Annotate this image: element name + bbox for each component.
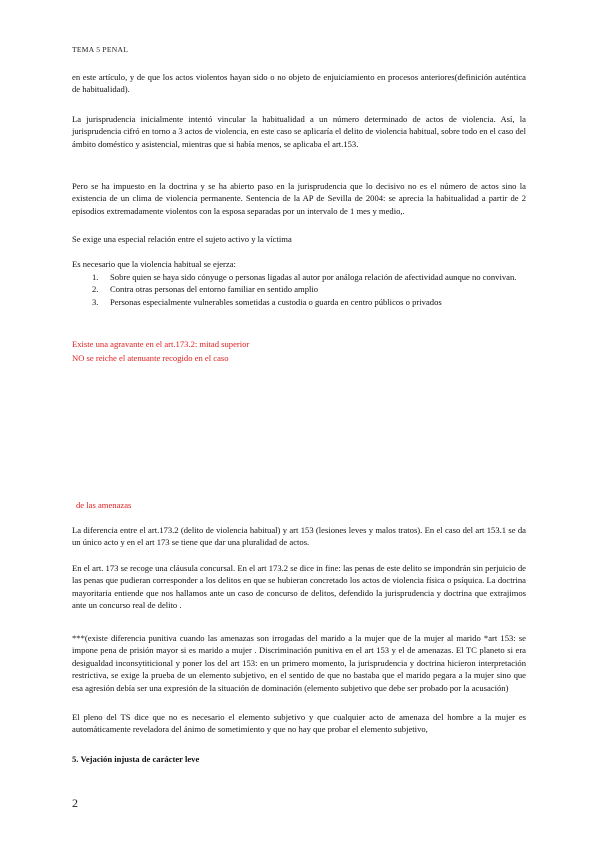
paragraph-jurisprudence-initial: La jurisprudencia inicialmente intentó vincular la habitualidad a un número determinado de actos de violencia. Así, la jurisprudencia cifró en torno a 3 actos de violencia, en este caso se aplicaría el delito de violencia habitual, sobre todo en el caso del ámbito doméstico y asistencial, mientras que si había menos, se aplicaba el art.153.: [72, 114, 526, 149]
paragraph-clausula-concursal: En el art. 173 se recoge una cláusula concursal. En el art 173.2 se dice in fine: las penas de este delito se impondrán sin perjuicio de las penas que pudieran corresponder a los delitos en que se hubieran concretado los actos de violencia física o psíquica. La doctrina mayoritaria entiende que nos hallamos ante un caso de concurso de delitos, defendido la jurisprudencia y doctrina que extrajimos ante un concurso real de delito .: [72, 563, 526, 611]
page-header: TEMA 5 PENAL: [72, 45, 129, 54]
paragraph-diferencia-173-153: La diferencia entre el art.173.2 (delito de violencia habitual) y art 153 (lesiones leves y malos tratos). En el caso del art 153.1 se da un único acto y en el art 173 se tiene que dar una pluralidad de actos.: [72, 525, 526, 548]
page-number: 2: [72, 796, 78, 810]
victims-list: [72, 271, 526, 308]
paragraph-list-intro: Es necesario que la violencia habitual se ejerza:: [72, 259, 236, 269]
paragraph-diferencia-punitiva: ***(existe diferencia punitiva cuando las amenazas son irrogadas del marido a la mujer que de la mujer al marido *art 153: se impone pena de prisión mayor si es marido a mujer . Discriminación punitiva en el art 153 y el de amenazas. El TC planeto si era desigualdad inconsytiticional y poner los del art 153: en un primero momento, la jurisprudencia y doctrina hicieron interpretación restrictiva, se exige la prueba de un elemento subjetivo, en el sentido de que no bastaba que el marido pegara a la mujer sino que esa agresión debía ser una expresión de la situación de dominación (elemento subjetivo que debe ser probado por la acusación): [72, 633, 526, 693]
list-item: 2. Contra otras personas del entorno familiar en sentido amplio: [92, 284, 319, 295]
list-item: 3. Personas especialmente vulnerables sometidas a custodia o guarda en centro públicos o privados: [92, 296, 442, 307]
section-heading-vejacion: 5. Vejación injusta de carácter leve: [72, 754, 200, 764]
paragraph-clima-violencia: Pero se ha impuesto en la doctrina y se ha abierto paso en la jurisprudencia que lo decisivo no es el número de actos sino la existencia de un clima de violencia permanente. Sentencia de la AP de Sevilla de 2004: se aprecia la habitualidad a partir de 2 episodios extremadamente violentos con la esposa separadas por un intervalo de 1 mes y medio,.: [72, 181, 526, 216]
paragraph-pleno-ts: El pleno del TS dice que no es necesario el elemento subjetivo y que cualquier acto de amenaza del hombre a la mujer es automáticamente reveladora del ánimo de sometimiento y que no hay que probar el elemento subjetivo,: [72, 712, 526, 735]
red-note-atenuante: NO se reiche el atenuante recogido en el caso: [72, 353, 229, 363]
paragraph-relacion-sujeto: Se exige una especial relación entre el sujeto activo y la víctima: [72, 234, 292, 244]
paragraph-habitualidad-definition: en este artículo, y de que los actos violentos hayan sido o no objeto de enjuiciamiento en procesos anteriores(definición auténtica de habitualidad).: [72, 72, 526, 95]
red-note-agravante: Existe una agravante en el art.173.2: mitad superior: [72, 339, 250, 349]
red-note-amenazas: de las amenazas: [76, 500, 132, 510]
list-item: 1. Sobre quien se haya sido cónyuge o personas ligadas al autor por análoga relación de afectividad aunque no convivan.: [92, 272, 517, 282]
